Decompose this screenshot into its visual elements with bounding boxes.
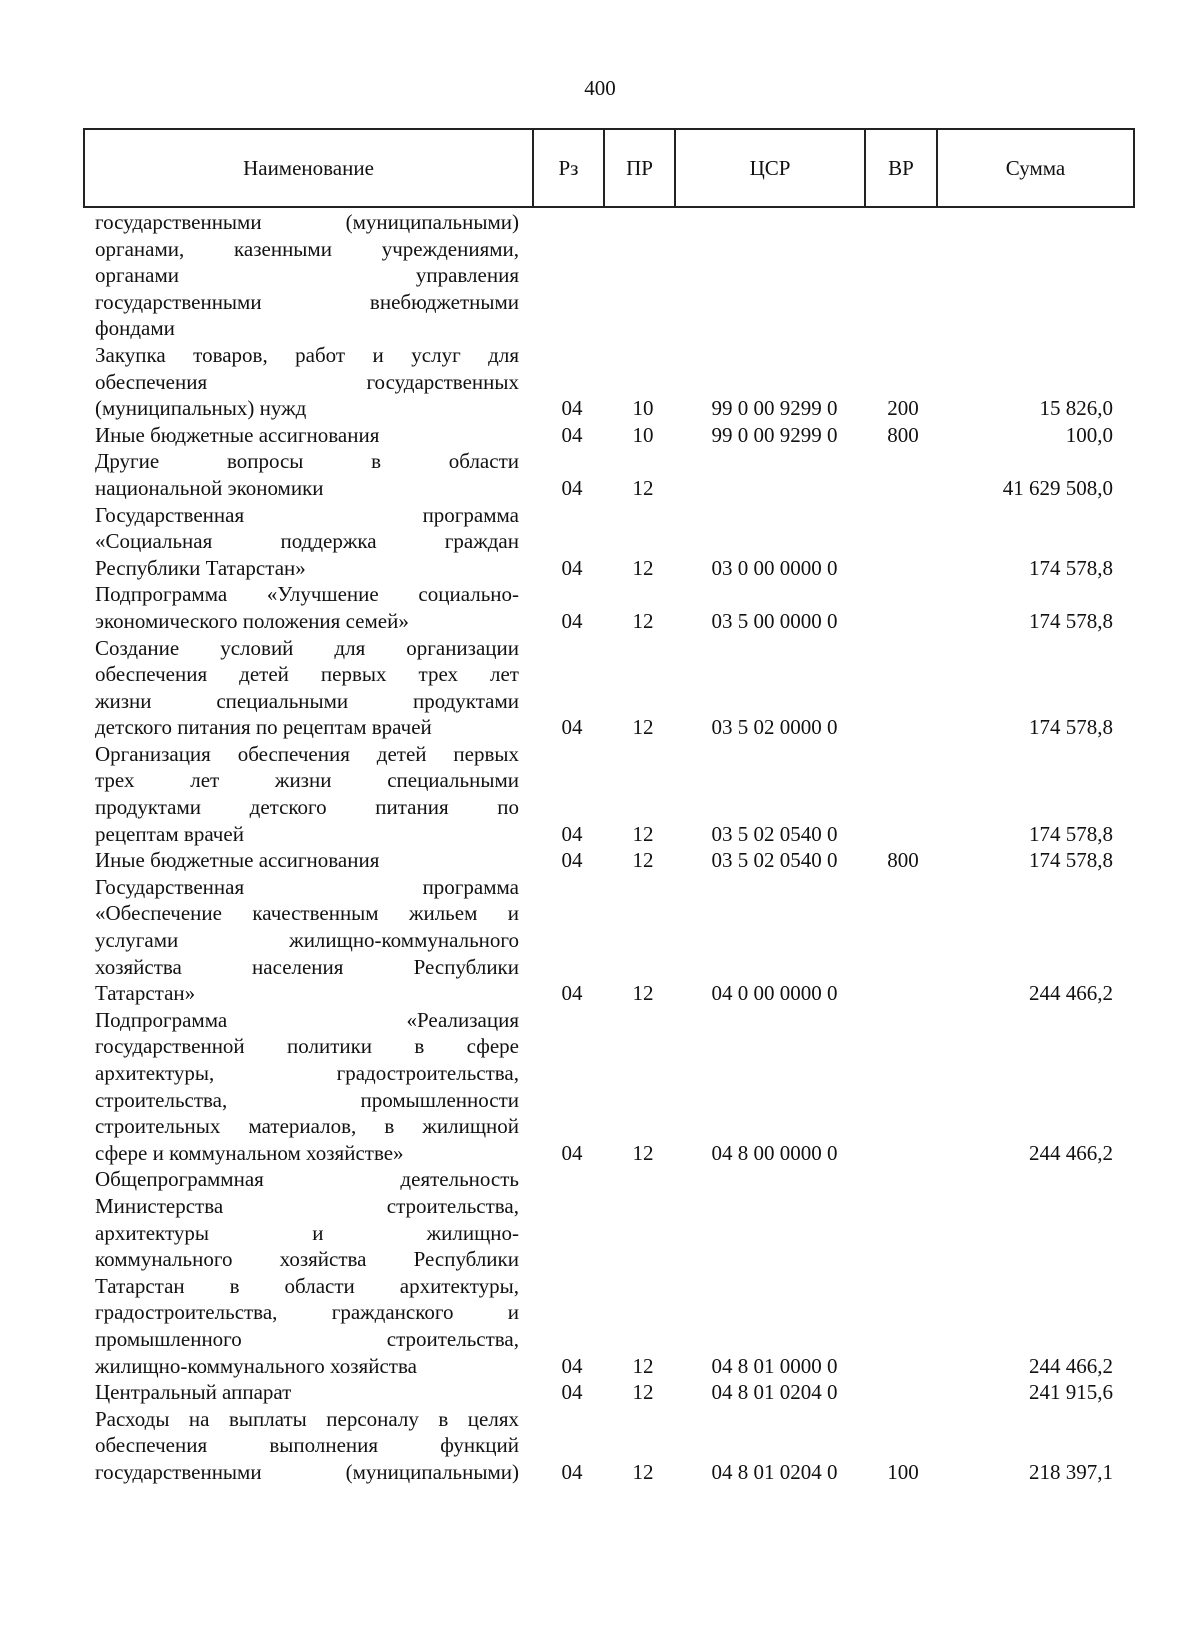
row-name-line: обеспечения детей первых трех лет [95, 662, 519, 687]
row-name [95, 342, 519, 422]
row-csr: 04 0 00 0000 0 [711, 981, 838, 1006]
row-name-line: градостроительства, гражданского и [95, 1300, 519, 1325]
row-name-line: «Обеспечение качественным жильем и [95, 901, 519, 926]
row-pr: 12 [632, 1459, 654, 1484]
table-row [95, 1379, 1135, 1406]
row-sum: 174 578,8 [1029, 715, 1113, 740]
header-name: Наименование [85, 130, 534, 206]
row-name-line: жизни специальными продуктами [95, 688, 519, 713]
row-name-line: обеспечения государственных [95, 369, 519, 394]
row-name-line: Республики Татарстан» [95, 555, 306, 580]
row-vr: 100 [887, 1459, 919, 1484]
table-body [95, 209, 1135, 1486]
page-number: 400 [584, 76, 616, 100]
table-row [95, 1406, 1135, 1486]
row-name [95, 581, 519, 634]
row-name [95, 1406, 519, 1486]
row-rz: 04 [561, 555, 583, 580]
row-pr: 12 [632, 1140, 654, 1165]
row-pr: 10 [632, 396, 654, 421]
row-name-line: фондами [95, 316, 175, 341]
row-pr: 12 [632, 981, 654, 1006]
row-name-line: экономического положения семей» [95, 608, 409, 633]
row-name [95, 847, 519, 874]
row-sum: 15 826,0 [1039, 396, 1113, 421]
row-vr: 800 [887, 848, 919, 873]
row-sum: 241 915,6 [1029, 1380, 1113, 1405]
table-header [83, 128, 1135, 208]
row-sum: 218 397,1 [1029, 1459, 1113, 1484]
table-row [95, 502, 1135, 582]
row-name-line: органами, казенными учреждениями, [95, 236, 519, 261]
row-name-line: обеспечения выполнения функций [95, 1433, 519, 1458]
row-name-line: Другие вопросы в области [95, 449, 519, 474]
row-sum: 174 578,8 [1029, 821, 1113, 846]
row-rz: 04 [561, 608, 583, 633]
row-name-line: Общепрограммная деятельность [95, 1167, 519, 1192]
row-rz: 04 [561, 821, 583, 846]
row-name [95, 1007, 519, 1167]
row-sum: 41 629 508,0 [1002, 475, 1113, 500]
row-name-line: Центральный аппарат [95, 1380, 292, 1405]
row-name-line: Подпрограмма «Улучшение социально- [95, 582, 519, 607]
row-csr: 03 5 00 0000 0 [711, 608, 838, 633]
table-row [95, 342, 1135, 422]
row-name-line: государственной политики в сфере [95, 1034, 519, 1059]
row-name-line: Организация обеспечения детей первых [95, 741, 519, 766]
row-sum: 174 578,8 [1029, 608, 1113, 633]
row-pr: 12 [632, 1380, 654, 1405]
row-vr: 200 [887, 396, 919, 421]
table-row [95, 581, 1135, 634]
row-rz: 04 [561, 422, 583, 447]
row-csr: 03 5 02 0540 0 [711, 821, 838, 846]
table-row [95, 847, 1135, 874]
row-rz: 04 [561, 475, 583, 500]
row-csr: 99 0 00 9299 0 [711, 422, 838, 447]
row-name-line: национальной экономики [95, 475, 324, 500]
row-name-line: «Социальная поддержка граждан [95, 529, 519, 554]
row-name [95, 1166, 519, 1379]
row-rz: 04 [561, 1459, 583, 1484]
row-csr: 99 0 00 9299 0 [711, 396, 838, 421]
row-name-line: рецептам врачей [95, 821, 244, 846]
row-name-line: архитектуры и жилищно- [95, 1220, 519, 1245]
row-pr: 12 [632, 608, 654, 633]
row-name-line: Иные бюджетные ассигнования [95, 422, 380, 447]
row-name-line: строительных материалов, в жилищной [95, 1114, 519, 1139]
row-name [95, 209, 519, 342]
row-name-line: Татарстан» [95, 981, 196, 1006]
row-pr: 12 [632, 475, 654, 500]
row-vr: 800 [887, 422, 919, 447]
row-name [95, 502, 519, 582]
row-name-line: Создание условий для организации [95, 635, 519, 660]
row-name-line: органами управления [95, 263, 519, 288]
table-row [95, 1166, 1135, 1379]
row-name-line: Министерства строительства, [95, 1193, 519, 1218]
row-sum: 244 466,2 [1029, 1353, 1113, 1378]
row-name-line: архитектуры, градостроительства, [95, 1061, 519, 1085]
row-name-line: коммунального хозяйства Республики [95, 1247, 519, 1272]
header-sum: Сумма [1005, 155, 1066, 180]
row-name [95, 422, 519, 449]
row-rz: 04 [561, 848, 583, 873]
row-rz: 04 [561, 1353, 583, 1378]
header-pr: ПР [605, 130, 676, 206]
row-csr: 03 0 00 0000 0 [711, 555, 838, 580]
row-pr: 10 [632, 422, 654, 447]
table-row [95, 448, 1135, 501]
row-name [95, 635, 519, 741]
header-csr: ЦСР [676, 130, 866, 206]
row-name-line: Татарстан в области архитектуры, [95, 1273, 519, 1298]
table-row [95, 635, 1135, 741]
row-csr: 04 8 01 0204 0 [711, 1380, 838, 1405]
row-name-line: промышленного строительства, [95, 1326, 519, 1351]
row-name-line: сфере и коммунальном хозяйстве» [95, 1140, 404, 1165]
table-row [95, 741, 1135, 847]
table-row [95, 874, 1135, 1007]
row-name-line: детского питания по рецептам врачей [95, 715, 432, 740]
row-pr: 12 [632, 1353, 654, 1378]
row-name-line: Закупка товаров, работ и услуг для [95, 342, 519, 367]
row-name [95, 741, 519, 847]
header-rz: Рз [534, 130, 605, 206]
row-rz: 04 [561, 1140, 583, 1165]
row-name-line: государственными внебюджетными [95, 289, 519, 314]
row-sum: 244 466,2 [1029, 981, 1113, 1006]
row-csr: 04 8 01 0204 0 [711, 1459, 838, 1484]
row-pr: 12 [632, 848, 654, 873]
row-sum: 244 466,2 [1029, 1140, 1113, 1165]
row-name-line: услугами жилищно-коммунального [95, 928, 519, 953]
row-name-line: Иные бюджетные ассигнования [95, 848, 380, 873]
row-pr: 12 [632, 555, 654, 580]
row-name-line: Государственная программа [95, 502, 519, 527]
row-name-line: строительства, промышленности [95, 1087, 519, 1112]
row-name [95, 874, 519, 1007]
row-name [95, 1379, 519, 1406]
row-name-line: продуктами детского питания по [95, 795, 519, 820]
row-name-line: Подпрограмма «Реализация [95, 1007, 519, 1032]
row-name-line: хозяйства населения Республики [95, 954, 519, 979]
row-rz: 04 [561, 1380, 583, 1405]
table-row [95, 209, 1135, 342]
row-csr: 03 5 02 0540 0 [711, 848, 838, 873]
row-csr: 03 5 02 0000 0 [711, 715, 838, 740]
row-name-line: государственными (муниципальными) [95, 210, 519, 234]
row-name-line: (муниципальных) нужд [95, 396, 307, 421]
table-row [95, 422, 1135, 449]
row-rz: 04 [561, 396, 583, 421]
row-rz: 04 [561, 981, 583, 1006]
row-name-line: Государственная программа [95, 874, 519, 899]
row-csr: 04 8 01 0000 0 [711, 1353, 838, 1378]
header-vr: ВР [866, 130, 938, 206]
row-sum: 174 578,8 [1029, 555, 1113, 580]
row-pr: 12 [632, 821, 654, 846]
row-name-line: жилищно-коммунального хозяйства [95, 1353, 417, 1378]
row-name [95, 448, 519, 501]
row-name-line: государственными (муниципальными) [95, 1459, 519, 1484]
table-row [95, 1007, 1135, 1167]
row-csr: 04 8 00 0000 0 [711, 1140, 838, 1165]
row-name-line: Расходы на выплаты персоналу в целях [95, 1406, 519, 1431]
row-name-line: трех лет жизни специальными [95, 768, 519, 793]
row-sum: 174 578,8 [1029, 848, 1113, 873]
row-pr: 12 [632, 715, 654, 740]
row-rz: 04 [561, 715, 583, 740]
row-sum: 100,0 [1065, 422, 1113, 447]
